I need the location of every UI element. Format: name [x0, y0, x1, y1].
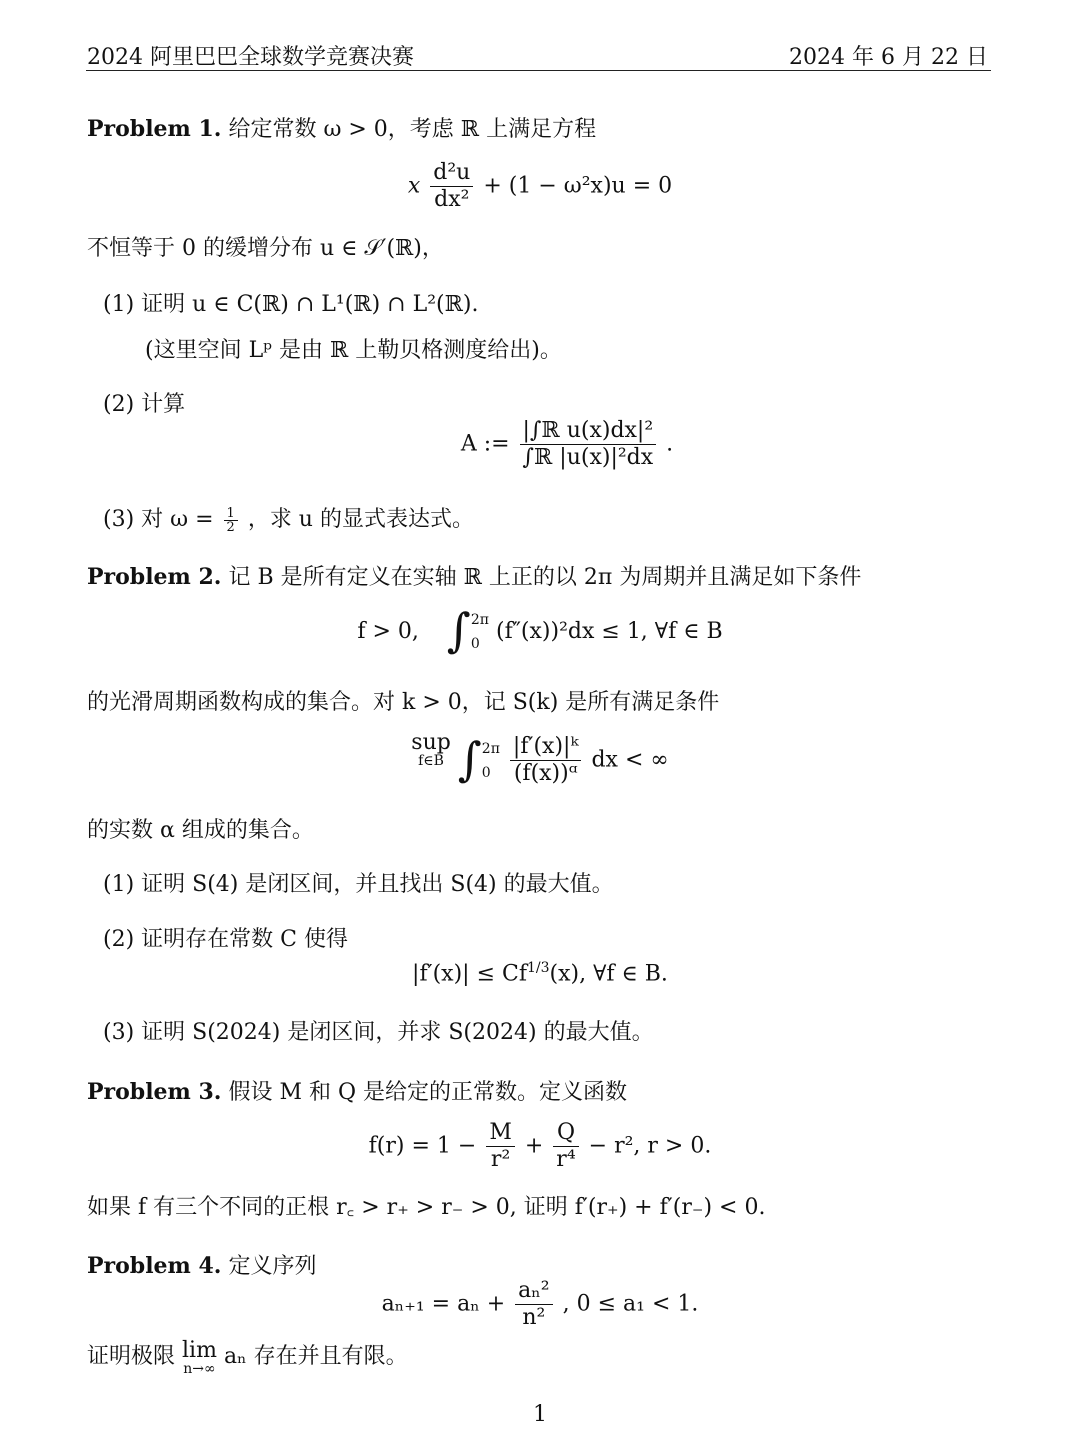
- int-upper: 2π: [470, 612, 489, 628]
- eq1-pre: f > 0,: [357, 619, 419, 644]
- eq3-post: (x), ∀f ∈ B.: [549, 961, 668, 987]
- lim-word: lim: [182, 1338, 217, 1363]
- ratio-fraction: [510, 734, 582, 787]
- int-lower: 0: [470, 636, 480, 652]
- header-rule: [86, 70, 991, 71]
- p3-eq-pre: f(r) = 1 −: [368, 1133, 477, 1159]
- sup-word: sup: [411, 730, 451, 755]
- problem2-item2: (2) 证明存在常数 C 使得: [103, 927, 348, 952]
- eq1-body: (f″(x))²dx ≤ 1, ∀f ∈ B: [495, 619, 723, 644]
- problem1-intro-text: 给定常数 ω > 0，考虑 ℝ 上满足方程: [228, 117, 597, 142]
- sup-operator: [411, 730, 451, 770]
- q-den: r⁴: [556, 1147, 576, 1172]
- int-lower-2: 0: [481, 764, 491, 781]
- int-upper-2: 2π: [481, 740, 500, 757]
- ratio-num: |f′(x)|ᵏ: [510, 734, 582, 761]
- problem1-item2: (2) 计算: [103, 392, 186, 417]
- ratio-den: (f(x))ᵅ: [513, 761, 578, 786]
- p4-after-pre: 证明极限: [87, 1344, 176, 1369]
- problem4-label: Problem 4.: [87, 1253, 222, 1279]
- problem1-item1: (1) 证明 u ∈ C(ℝ) ∩ L¹(ℝ) ∩ L²(ℝ).: [103, 292, 479, 317]
- problem2-intro-text: 记 B 是所有定义在实轴 ℝ 上正的以 2π 为周期并且满足如下条件: [228, 565, 862, 590]
- problem3-after: 如果 f 有三个不同的正根 r꜀ > r₊ > r₋ > 0, 证明 f′(r₊) + f′(r₋) < 0.: [87, 1195, 766, 1220]
- derivative-den: dx²: [434, 187, 470, 212]
- A-fraction: [520, 418, 657, 471]
- problem3-intro: [87, 1077, 627, 1108]
- problem3-intro-text: 假设 M 和 Q 是给定的正常数。定义函数: [228, 1080, 627, 1105]
- a-fraction: [515, 1278, 552, 1331]
- A-num: |∫ℝ u(x)dx|²: [520, 418, 657, 445]
- header-date: 2024 年 6 月 22 日: [789, 45, 988, 70]
- header-title: 2024 阿里巴巴全球数学竞赛决赛: [87, 45, 414, 70]
- lim-operator: [182, 1338, 217, 1378]
- item3-pre: (3) 对 ω =: [103, 507, 214, 532]
- problem2-item3: (3) 证明 S(2024) 是闭区间，并求 S(2024) 的最大值。: [103, 1020, 654, 1045]
- item3-post: ，求 u 的显式表达式。: [247, 507, 474, 532]
- half-den: 2: [226, 519, 235, 535]
- problem2-equation3: [0, 960, 1080, 986]
- eq-x: x: [407, 173, 421, 199]
- p4-after-post: aₙ 存在并且有限。: [223, 1344, 408, 1369]
- A-den: ∫ℝ |u(x)|²dx: [522, 445, 654, 470]
- problem2-equation2: [0, 730, 1080, 787]
- problem2-equation1: [0, 603, 1080, 657]
- p3-plus: +: [524, 1133, 544, 1159]
- a-num: aₙ²: [515, 1278, 552, 1305]
- problem1-item3: [103, 505, 474, 535]
- problem1-equation: [0, 160, 1080, 213]
- p4-eq-pre: aₙ₊₁ = aₙ +: [381, 1291, 506, 1317]
- problem4-equation: [0, 1278, 1080, 1331]
- p4-eq-post: , 0 ≤ a₁ < 1.: [562, 1291, 699, 1317]
- page-number: 1: [533, 1402, 547, 1427]
- m-fraction: [486, 1120, 515, 1173]
- problem1-label: Problem 1.: [87, 116, 222, 142]
- problem1-item1-note: (这里空间 Lᵖ 是由 ℝ 上勒贝格测度给出)。: [145, 338, 562, 363]
- problem1-intro: [87, 114, 596, 145]
- problem4-intro-text: 定义序列: [228, 1254, 317, 1279]
- derivative-fraction: [430, 160, 473, 213]
- derivative-num: d²u: [430, 160, 473, 187]
- sup-sub: f∈B: [418, 753, 444, 769]
- m-num: M: [486, 1120, 515, 1147]
- eq2-post: dx < ∞: [591, 747, 669, 773]
- problem1-A-equation: [0, 418, 1080, 471]
- problem2-after: 的光滑周期函数构成的集合。对 k > 0，记 S(k) 是所有满足条件: [87, 690, 720, 715]
- problem2-after2: 的实数 α 组成的集合。: [87, 818, 314, 843]
- q-num: Q: [553, 1120, 578, 1147]
- a-den: n²: [522, 1305, 546, 1330]
- p3-eq-post: − r², r > 0.: [588, 1133, 712, 1159]
- q-fraction: [553, 1120, 578, 1173]
- problem2-label: Problem 2.: [87, 564, 222, 590]
- eq-rest: + (1 − ω²x)u = 0: [483, 173, 673, 199]
- problem3-label: Problem 3.: [87, 1079, 222, 1105]
- problem2-item1: (1) 证明 S(4) 是闭区间，并且找出 S(4) 的最大值。: [103, 872, 614, 897]
- integral-sign: ∫: [446, 603, 471, 657]
- eq3-pre: |f′(x)| ≤ Cf: [412, 961, 527, 987]
- integral-sign-2: ∫: [457, 731, 482, 786]
- A-lhs: A :=: [460, 431, 510, 457]
- problem3-equation: [0, 1120, 1080, 1173]
- problem2-intro: [87, 562, 861, 593]
- A-end: .: [666, 431, 674, 457]
- integral-limits-2: [482, 737, 500, 785]
- problem1-after: 不恒等于 0 的缓增分布 u ∈ 𝒮′(ℝ)，: [87, 236, 444, 261]
- integral-limits: [471, 608, 489, 656]
- problem4-after: [87, 1338, 408, 1378]
- eq3-exp: 1/3: [526, 960, 550, 976]
- half-fraction: [224, 507, 238, 534]
- m-den: r²: [490, 1147, 511, 1172]
- half-num: 1: [224, 507, 238, 521]
- lim-sub: n→∞: [183, 1361, 216, 1377]
